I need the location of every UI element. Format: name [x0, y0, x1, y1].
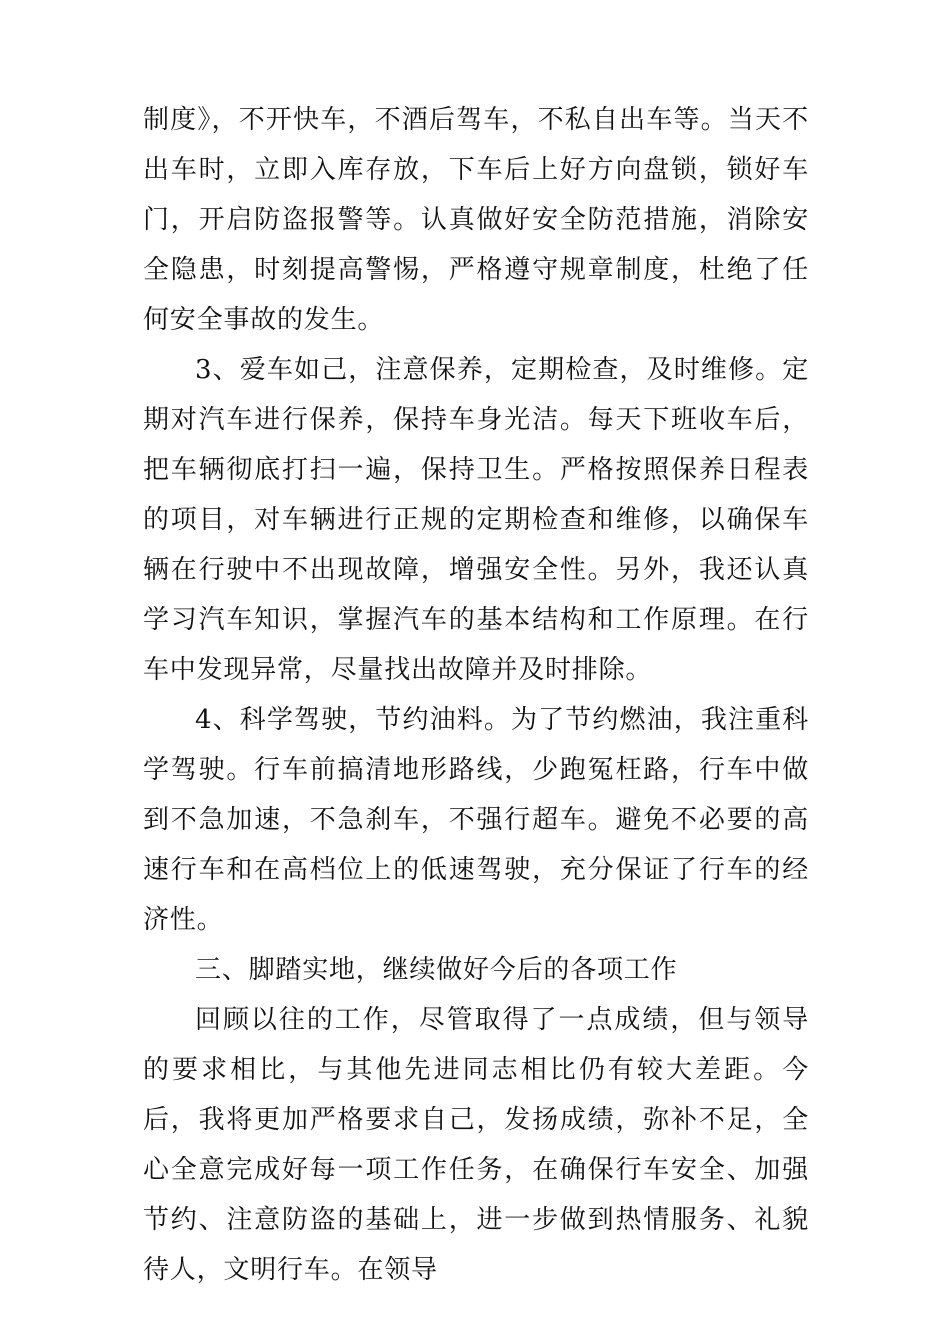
paragraph-item-3-maintenance: 3、爱车如己，注意保养，定期检查，及时维修。定期对汽车进行保养，保持车身光洁。每天下班收车后，把车辆彻底打扫一遍，保持卫生。严格按照保养日程表的项目，对车辆进行正规的定期检查和维修，以确保车辆在行驶中不出现故障，增强安全性。另外，我还认真学习汽车知识，掌握汽车的基本结构和工作原理。在行车中发现异常，尽量找出故障并及时排除。 [143, 355, 809, 685]
paragraph-item-4-fuel-saving: 4、科学驾驶，节约油料。为了节约燃油，我注重科学驾驶。行车前搞清地形路线，少跑冤枉路，行车中做到不急加速，不急刹车，不强行超车。避免不必要的高速行车和在高档位上的低速驾驶，充分保证了行车的经济性。 [143, 705, 809, 935]
document-body [143, 95, 809, 1295]
section-heading-3: 三、脚踏实地，继续做好今后的各项工作 [195, 955, 678, 985]
paragraph-continuation-safety: 制度》，不开快车，不酒后驾车，不私自出车等。当天不出车时，立即入库存放，下车后上好方向盘锁，锁好车门，开启防盗报警等。认真做好安全防范措施，消除安全隐患，时刻提高警惕，严格遵守规章制度，杜绝了任何安全事故的发生。 [143, 105, 809, 335]
paragraph-review: 回顾以往的工作，尽管取得了一点成绩，但与领导的要求相比，与其他先进同志相比仍有较大差距。今后，我将更加严格要求自己，发扬成绩，弥补不足，全心全意完成好每一项工作任务，在确保行车安全、加强节约、注意防盗的基础上，进一步做到热情服务、礼貌待人，文明行车。在领导 [143, 1005, 809, 1285]
